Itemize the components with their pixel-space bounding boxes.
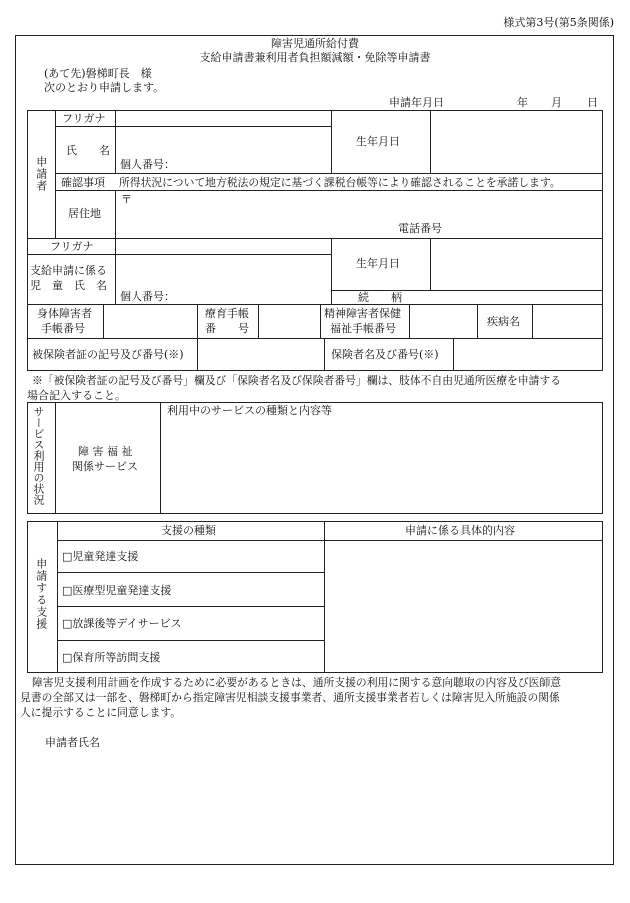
support-option-medical-child-development[interactable]: □医療型児童発達支援	[62, 584, 172, 597]
disease-input[interactable]	[533, 305, 602, 337]
applicant-furigana-input[interactable]	[116, 111, 330, 125]
residence-input[interactable]	[116, 191, 602, 219]
note-line-1: ※「被保険者証の記号及び番号」欄及び「保険者名及び保険者番号」欄は、肢体不自由児通所医療を申請する	[32, 374, 562, 387]
mental-cert-label-2: 福祉手帳番号	[330, 322, 396, 335]
applicant-personal-number-label: 個人番号：	[120, 158, 175, 171]
child-furigana-input[interactable]	[116, 239, 330, 253]
child-furigana-label: フリガナ	[50, 240, 94, 253]
confirm-label: 確認事項	[61, 176, 105, 189]
child-personal-number-label: 個人番号：	[120, 290, 175, 303]
child-birthdate-label: 生年月日	[356, 257, 400, 270]
physical-cert-label-1: 身体障害者	[37, 307, 92, 320]
title-line-1: 障害児通所給付費	[271, 37, 359, 50]
disease-label: 疾病名	[487, 315, 520, 328]
child-name-label-2: 児 童 氏 名	[30, 279, 107, 292]
form-number: 様式第3号(第5条関係)	[503, 16, 614, 29]
insurer-label: 保険者名及び番号(※)	[331, 348, 439, 361]
applicant-birthdate-input[interactable]	[431, 111, 602, 173]
child-birthdate-input[interactable]	[431, 239, 602, 289]
confirm-text: 所得状況について地方税法の規定に基づく課税台帳等により確認されることを承諾します。	[119, 176, 561, 189]
applicant-birthdate-label: 生年月日	[356, 135, 400, 148]
child-name-input[interactable]	[116, 255, 330, 287]
signature-label: 申請者氏名	[45, 736, 100, 749]
date-day-label: 日	[587, 96, 598, 109]
applicant-name-label: 氏 名	[66, 144, 110, 157]
physical-cert-label-2: 手帳番号	[41, 322, 85, 335]
applicant-furigana-label: フリガナ	[62, 112, 106, 125]
rehab-cert-input[interactable]	[259, 305, 319, 337]
relationship-label: 続 柄	[358, 291, 402, 304]
service-content-input[interactable]	[161, 420, 602, 513]
date-year-label: 年	[517, 96, 528, 109]
addressee: (あて先)磐梯町長 様	[44, 67, 152, 80]
intro-text: 次のとおり申請します。	[44, 81, 165, 94]
date-month-label: 月	[551, 96, 562, 109]
service-usage-section-label: サービス利用の状況	[32, 406, 45, 505]
consent-line-2: 見書の全部又は一部を、磐梯町から指定障害児相談支援事業者、通所支援事業者若しくは障害児入所施設の関係	[20, 691, 560, 704]
insurer-input[interactable]	[454, 339, 602, 370]
signature-input[interactable]	[110, 733, 410, 751]
consent-line-1: 障害児支援利用計画を作成するために必要があるときは、通所支援の利用に関する意向聴取の内容及び医師意	[32, 676, 562, 689]
consent-line-3: 人に提示することに同意します。	[20, 706, 182, 719]
applicant-section-label: 申請者	[34, 156, 48, 192]
date-label: 申請年月日	[389, 96, 444, 109]
mental-cert-input[interactable]	[410, 305, 476, 337]
mental-cert-label-1: 精神障害者保健	[324, 307, 401, 320]
rehab-cert-label-1: 療育手帳	[205, 307, 249, 320]
phone-label: 電話番号	[398, 222, 442, 235]
title-line-2: 支給申請書兼利用者負担額減額・免除等申請書	[199, 51, 431, 64]
insured-cert-input[interactable]	[198, 339, 323, 370]
applicant-name-input[interactable]	[116, 127, 330, 157]
insured-cert-label: 被保険者証の記号及び番号(※)	[32, 348, 184, 361]
support-option-child-development[interactable]: □児童発達支援	[62, 550, 139, 563]
service-category-1: 障 害 福 祉	[78, 445, 133, 458]
support-request-section-label: 申請する支援	[34, 558, 48, 630]
service-content-label: 利用中のサービスの種類と内容等	[167, 404, 332, 417]
support-option-nursery-visit-support[interactable]: □保育所等訪問支援	[62, 651, 161, 664]
support-type-header: 支援の種類	[161, 524, 216, 537]
child-name-label-1: 支給申請に係る	[30, 264, 107, 277]
relationship-input[interactable]	[431, 291, 602, 303]
note-line-2: 場合記入すること。	[27, 389, 126, 402]
support-option-after-school-day-service[interactable]: □放課後等デイサービス	[62, 617, 182, 630]
support-detail-input[interactable]	[325, 541, 602, 672]
postal-mark: 〒	[121, 193, 132, 206]
rehab-cert-label-2: 番 号	[205, 322, 249, 335]
residence-label: 居住地	[68, 207, 101, 220]
physical-cert-input[interactable]	[104, 305, 196, 337]
service-category-2: 関係サービス	[72, 460, 138, 473]
support-detail-header: 申請に係る具体的内容	[405, 524, 515, 537]
